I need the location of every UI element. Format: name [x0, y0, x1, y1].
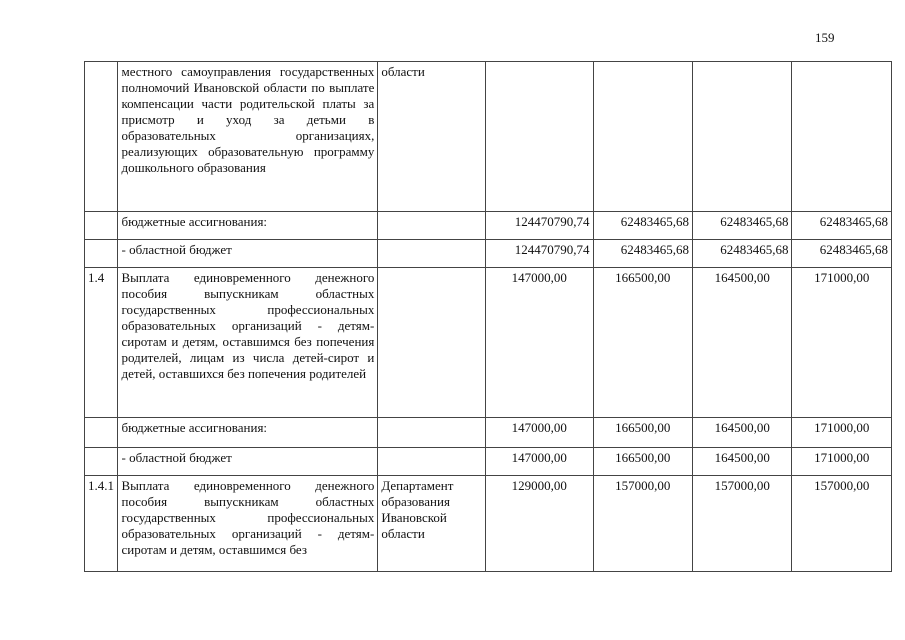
row-executor: [378, 448, 486, 476]
table-row: [85, 212, 892, 240]
row-executor: [378, 268, 486, 418]
row-description: Выплата единовременного денежного пособия выпускникам областных государственных профессиональных образовательных организаций - детям-сиротам и детям, оставшимся без попечения родителей, лицам из числа детей-сирот и детей, оставшихся без попечения родителей: [118, 268, 378, 418]
row-executor: [378, 418, 486, 448]
row-executor: Департамент образования Ивановской области: [378, 476, 486, 572]
table-row: [85, 268, 892, 418]
row-code: [85, 240, 118, 268]
table-row: [85, 418, 892, 448]
table-row: [85, 240, 892, 268]
row-value-3: [693, 62, 792, 212]
row-executor: [378, 212, 486, 240]
row-value-2: 62483465,68: [593, 212, 692, 240]
row-executor: области: [378, 62, 486, 212]
table-row: [85, 62, 892, 212]
row-value-1: 147000,00: [485, 418, 593, 448]
row-value-3: 157000,00: [693, 476, 792, 572]
row-value-4: 62483465,68: [792, 212, 892, 240]
row-code: [85, 212, 118, 240]
row-value-1: [485, 62, 593, 212]
table-body: [85, 62, 892, 572]
row-description: бюджетные ассигнования:: [118, 212, 378, 240]
row-value-4: 171000,00: [792, 448, 892, 476]
row-value-4: [792, 62, 892, 212]
row-value-4: 62483465,68: [792, 240, 892, 268]
row-value-2: 62483465,68: [593, 240, 692, 268]
row-code: 1.4: [85, 268, 118, 418]
table-row: [85, 448, 892, 476]
row-code: 1.4.1: [85, 476, 118, 572]
row-description: местного самоуправления государственных полномочий Ивановской области по выплате компенсации части родительской платы за присмотр и уход за детьми в образовательных организациях, реализующих образовательную программу дошкольного образования: [118, 62, 378, 212]
row-value-1: 147000,00: [485, 448, 593, 476]
row-value-1: 147000,00: [485, 268, 593, 418]
page-number: 159: [815, 30, 835, 45]
row-value-2: 166500,00: [593, 418, 692, 448]
table-row: [85, 476, 892, 572]
row-value-3: 62483465,68: [693, 240, 792, 268]
row-code: [85, 418, 118, 448]
row-value-3: 62483465,68: [693, 212, 792, 240]
row-value-1: 124470790,74: [485, 212, 593, 240]
row-value-3: 164500,00: [693, 268, 792, 418]
row-value-1: 124470790,74: [485, 240, 593, 268]
row-value-3: 164500,00: [693, 448, 792, 476]
row-description: Выплата единовременного денежного пособия выпускникам областных государственных профессиональных образовательных организаций - детям-сиротам и детям, оставшимся без: [118, 476, 378, 572]
row-value-3: 164500,00: [693, 418, 792, 448]
row-description: - областной бюджет: [118, 448, 378, 476]
row-value-2: 166500,00: [593, 268, 692, 418]
row-code: [85, 62, 118, 212]
row-description: бюджетные ассигнования:: [118, 418, 378, 448]
row-value-2: [593, 62, 692, 212]
row-value-2: 166500,00: [593, 448, 692, 476]
row-value-4: 171000,00: [792, 418, 892, 448]
row-value-1: 129000,00: [485, 476, 593, 572]
row-value-4: 157000,00: [792, 476, 892, 572]
row-executor: [378, 240, 486, 268]
row-description: - областной бюджет: [118, 240, 378, 268]
row-code: [85, 448, 118, 476]
row-value-4: 171000,00: [792, 268, 892, 418]
program-table: [84, 61, 892, 572]
row-value-2: 157000,00: [593, 476, 692, 572]
